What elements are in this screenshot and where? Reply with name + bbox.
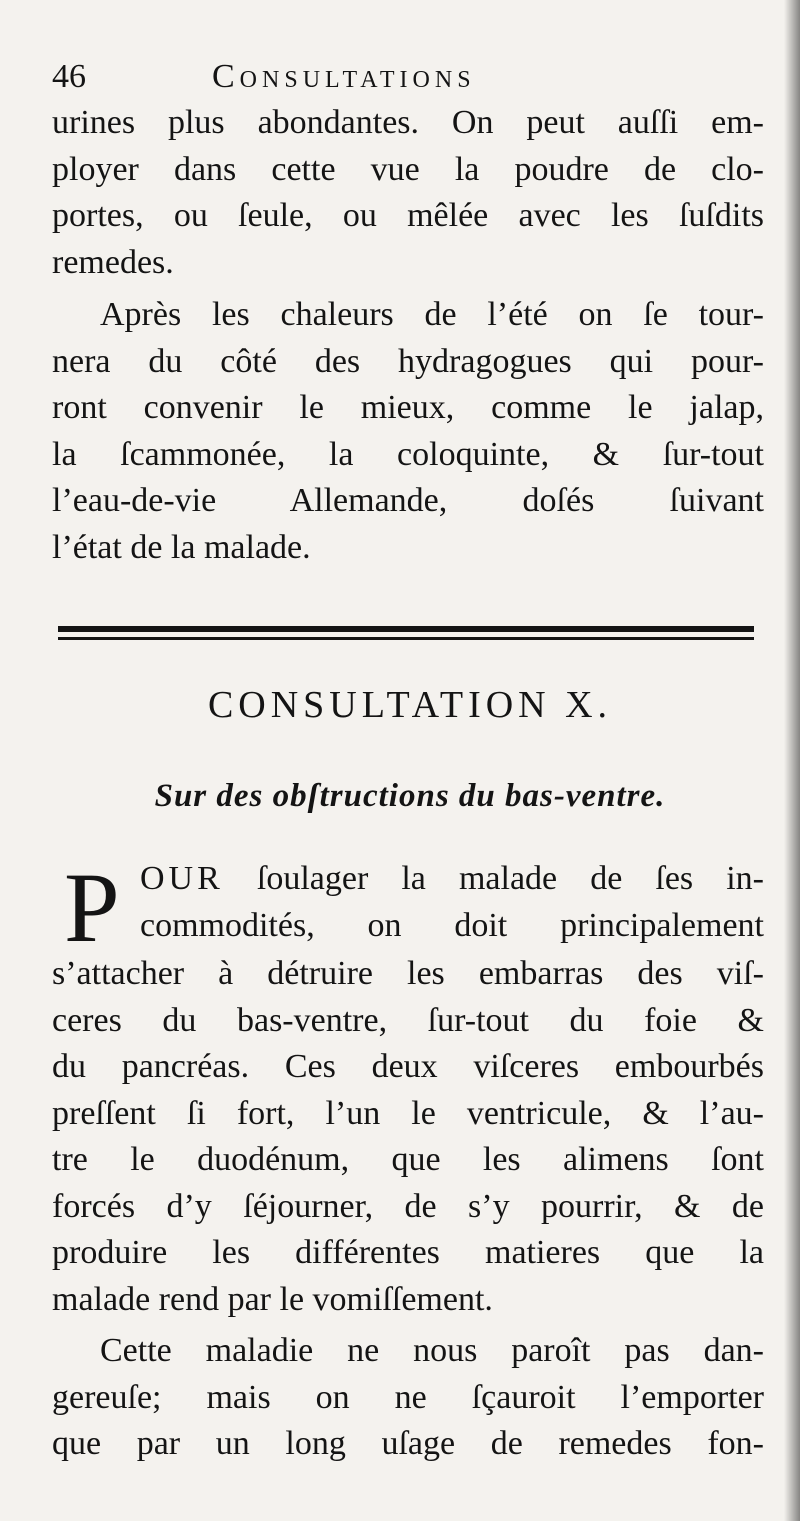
- text-line: commodités, on doit principalement: [140, 906, 764, 944]
- paragraph-summer: [52, 292, 764, 571]
- text-line: produire les différentes matieres que la: [52, 1234, 764, 1271]
- drop-cap: P: [64, 852, 120, 963]
- text-line: urines plus abondantes. On peut auſſi em-: [52, 104, 764, 141]
- text-line: ceres du bas-ventre, ſur-tout du foie &: [52, 1001, 764, 1039]
- text-line: nera du côté des hydragogues qui pour-: [52, 342, 764, 380]
- text-line: gereuſe; mais on ne ſçauroit l’emporter: [52, 1378, 764, 1416]
- text-line: remedes.: [52, 243, 174, 281]
- section-subheading: Sur des obſtructions du bas-ventre.: [154, 778, 666, 814]
- page-number: 46: [52, 58, 86, 95]
- section-rule-thin: [58, 637, 754, 640]
- page-header: [52, 58, 760, 98]
- paragraph-prognosis: [52, 1328, 764, 1468]
- text-line: que par un long uſage de remedes fon-: [52, 1425, 764, 1462]
- first-word-smallcaps: OUR: [140, 860, 224, 897]
- text-line: ployer dans cette vue la poudre de clo-: [52, 150, 764, 188]
- text-line: forcés d’y ſéjourner, de s’y pourrir, & de: [52, 1187, 764, 1225]
- text-fragment: ſoulager la malade de ſes in-: [256, 860, 764, 897]
- text-line: malade rend par le vomiſſement.: [52, 1280, 493, 1318]
- text-line: l’eau-de-vie Allemande, doſés ſuivant: [52, 482, 764, 519]
- text-line: Après les chaleurs de l’été on ſe tour-: [100, 296, 764, 333]
- running-title: Consultations: [212, 58, 476, 95]
- text-line: [140, 856, 764, 903]
- text-line: Cette maladie ne nous paroît pas dan-: [100, 1332, 764, 1369]
- text-line: tre le duodénum, que les alimens ſont: [52, 1141, 764, 1178]
- text-line: preſſent ſi fort, l’un le ventricule, & l’au-: [52, 1094, 764, 1132]
- text-line: du pancréas. Ces deux viſceres embourbés: [52, 1048, 764, 1085]
- page-edge-shadow: [784, 0, 800, 1521]
- paragraph-continuation: [52, 100, 764, 286]
- text-line: l’état de la malade.: [52, 528, 311, 566]
- text-line: ront convenir le mieux, comme le jalap,: [52, 389, 764, 426]
- text-line: s’attacher à détruire les embarras des viſ-: [52, 955, 764, 992]
- text-line: la ſcammonée, la coloquinte, & ſur-tout: [52, 435, 764, 473]
- paragraph-opening-lines: [140, 856, 764, 949]
- section-rule-thick: [58, 626, 754, 632]
- paragraph-obstructions: [52, 951, 764, 1323]
- section-heading: CONSULTATION X.: [207, 684, 613, 726]
- text-line: portes, ou ſeule, ou mêlée avec les ſuſdits: [52, 197, 764, 234]
